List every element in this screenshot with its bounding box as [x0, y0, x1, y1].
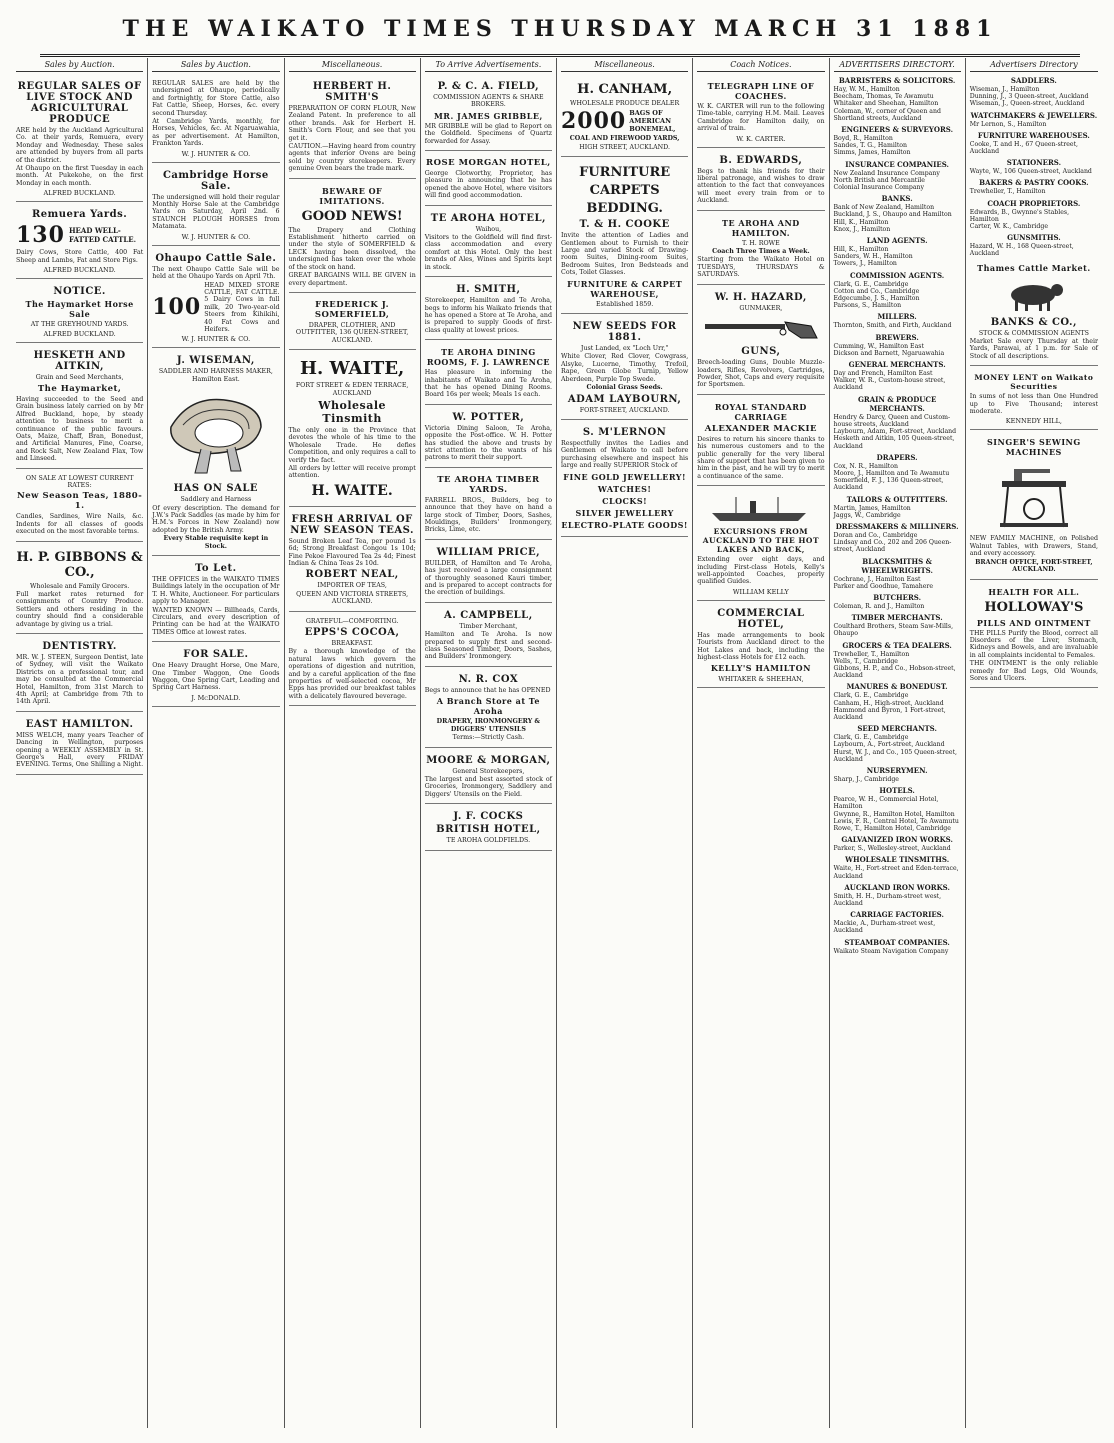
column-header: Coach Notices.	[697, 60, 824, 72]
ad-waite: H. WAITE, FORT STREET & EDEN TERRACE, AUCKLAND Wholesale Tinsmith The only one in the Province that devotes the whole of his time to the Wholesale Trade. He defies Competition, and only requires a call to verify the fact. All orders by letter will receive prompt attention. H. WAITE.	[289, 352, 416, 507]
directory-entry: Parker and Goodhue, Tamahere	[833, 582, 934, 590]
ad-sub: T. & H. COOKE	[579, 219, 670, 231]
directory-heading: DRESSMAKERS & MILLINERS.	[835, 521, 959, 531]
directory-heading: ENGINEERS & SURVEYORS.	[841, 125, 954, 135]
column-header: Sales by Auction.	[152, 60, 279, 72]
directory-list	[834, 76, 961, 955]
ad-heading: A. CAMPBELL,	[444, 609, 533, 621]
ad-heading: New Season Teas, 1880-1.	[16, 491, 143, 512]
ad-heading: H. WAITE,	[299, 358, 405, 380]
ad-heading: B. EDWARDS,	[719, 154, 803, 166]
bag-text: BAGS OF AMERICAN BONEMEAL,	[629, 109, 676, 134]
ad-timber-yards: TE AROHA TIMBER YARDS. FARRELL BROS., Builders, beg to announce that they have on hand a large stock of Timber, Doors, Sashes, Mouldings, Builders' Ironmongery, Bricks, Lime, etc.	[425, 470, 552, 540]
directory-heading: FURNITURE WAREHOUSES.	[977, 130, 1090, 140]
ad-sub2: FURNITURE & CARPET WAREHOUSE,	[567, 278, 683, 299]
ad-signature: J. McDONALD.	[191, 693, 241, 702]
ad-heading: ROYAL STANDARD CARRIAGE	[714, 401, 807, 422]
ad-heading: FREDERICK J. SOMERFIELD,	[314, 299, 390, 320]
directory-entry: Carter, W. K., Cambridge	[969, 223, 1048, 231]
ad-heading: DENTISTRY.	[42, 641, 117, 652]
ad-edwards: B. EDWARDS, Begs to thank his friends for their liberal patronage, and wishes to draw attention to the fact that conveyances will meet every train from or to Auckland.	[697, 150, 824, 211]
ad-gibbons: H. P. GIBBONS & CO., Wholesale and Family Grocers. Full market rates returned for consignments of Country Produce. Settlers and others residing in the country should find a considerable advantage by giving us a trial.	[16, 544, 143, 634]
directory-entry: Wiseman, J., Hamilton	[969, 86, 1040, 93]
directory-entry: Clark, G. E., Cambridge	[833, 734, 909, 742]
column-header: Advertisers Directory	[970, 60, 1098, 72]
directory-entry: Simms, James, Hamilton	[833, 149, 911, 157]
ad-commercial: COMMERCIAL HOTEL, Has made arrangements to book Tourists from Auckland direct to the Hot Lakes and back, including the highest-class Hotels for £12 each. KELLY'S HAMILTON WHITAKER & SHEEHAN,	[697, 603, 824, 689]
ad-remuera: Remuera Yards. 130 HEAD WELL-FATTED CATTLE. Dairy Cows, Store Cattle, 400 Fat Sheep and Lambs, Fat and Store Pigs. ALFRED BUCKLAND.	[16, 204, 143, 279]
ad-regular-sales: REGULAR SALES OF LIVE STOCK AND AGRICULTURAL PRODUCE ARE held by the Auckland Agricultural Co. at their yards, Remuera, every Monday and Wednesday. These sales are attended by buyers from all parts of the district. At Ohaupo on the first Tuesday in each month. At Pukekohe, on the first Monday in each month. ALFRED BUCKLAND.	[16, 76, 143, 202]
directory-entry: Parsons, S., Hamilton	[833, 302, 902, 310]
ad-sub: The Haymarket Horse Sale	[25, 299, 134, 320]
ad-furniture: FURNITURE CARPETS BEDDING. T. & H. COOKE Invite the attention of Ladies and Gentlemen about to Furnish to their Large and varied Stock of Drawing-room Suites, Dining-room Suites, Bedroom Suites, Iron Bedsteads and Cots, Toilet Glasses. FURNITURE & CARPET WAREHOUSE, Established 1859.	[561, 159, 688, 314]
column-2	[148, 58, 284, 1428]
ad-te-aroha-hotel: TE AROHA HOTEL, Waihou, Visitors to the Goldfield will find first-class accommodation and every comfort at this Hotel. Only the best brands of Ales, Wines and Spirits kept in stock.	[425, 208, 552, 277]
ad-heading: HEALTH FOR ALL.	[988, 586, 1080, 597]
directory-heading: AUCKLAND IRON WORKS.	[844, 882, 950, 892]
directory-entry: Sanders, W. H., Hamilton	[833, 253, 913, 261]
column-8	[966, 58, 1102, 1428]
ad-signature: WHITAKER & SHEEHAN,	[718, 675, 804, 684]
ad-signature: W. J. HUNTER & CO.	[181, 232, 251, 241]
ad-signature: W. J. HUNTER & CO.	[181, 335, 251, 344]
ad-signature: W. K. CARTER.	[736, 134, 786, 143]
directory-entry: Canham, H., High-street, Auckland	[833, 699, 944, 707]
directory-entry: Mackie, A., Durham-street west, Auckland	[833, 920, 936, 935]
ad-line-3: CLOCKS!	[602, 495, 648, 506]
ad-sub: Just Landed, ex "Loch Urr,"	[580, 345, 669, 353]
ad-money: MONEY LENT on Waikato Securities In sums of not less than One Hundred up to Five Thousand; interest moderate. KENNEDY HILL,	[970, 368, 1098, 430]
column-5	[557, 58, 693, 1428]
ad-sub: GUNMAKER,	[739, 304, 783, 312]
directory-entry: Sharp, J., Cambridge	[833, 775, 899, 783]
ad-sub2: STOCK & COMMISSION AGENTS	[978, 329, 1089, 337]
directory-entry: Boyd, R., Hamilton	[833, 135, 893, 143]
saddle-illustration	[161, 387, 271, 479]
ad-sub2: TE AROHA GOLDFIELDS.	[446, 837, 531, 845]
ad-line: Established 1859.	[596, 300, 654, 308]
column-1	[12, 58, 148, 1428]
ad-sub: ROBERT NEAL,	[305, 569, 399, 581]
ad-heading: P. & C. A. FIELD,	[437, 81, 540, 92]
directory-heading: LAND AGENTS.	[866, 236, 928, 246]
ad-sub: BRANCH OFFICE, FORT-STREET, AUCKLAND.	[975, 558, 1093, 574]
directory-entry: Laybourn, A., Fort-street, Auckland	[833, 741, 945, 749]
directory-entry: Somerfield, F. J., 136 Queen-street, Auckland	[833, 477, 944, 492]
ad-line-1: FINE GOLD JEWELLERY!	[563, 471, 686, 482]
ad-heading: HERBERT H. SMITH'S	[312, 81, 392, 103]
ad-sub: WHOLESALE PRODUCE DEALER	[570, 100, 680, 107]
directory-entry: Trewheller, T., Hamilton	[833, 650, 910, 658]
directory-entry: Wayte, W., 106 Queen-street, Auckland	[969, 168, 1092, 176]
ad-morgan: ROSE MORGAN HOTEL, George Clotworthy, Proprietor, has pleasure in announcing that he has opened the above Hotel, where visitors will find good accommodation.	[425, 153, 552, 206]
directory-entry: Edwards, B., Gwynne's Stables, Hamilton	[969, 208, 1070, 223]
ad-sig: H. WAITE.	[311, 482, 393, 499]
steamship-illustration	[706, 495, 816, 523]
directory-heading: GRAIN & PRODUCE MERCHANTS.	[857, 394, 937, 413]
ad-heading: To Let.	[195, 563, 237, 574]
directory-entry: Cotton and Co., Cambridge	[833, 287, 920, 295]
ad-carriage: ROYAL STANDARD CARRIAGE ALEXANDER MACKIE Desires to return his sincere thanks to his numerous customers and to the public generally for the very liberal share of support that has been given to him in the past, and he will try to merit a continuance of the same.	[697, 397, 824, 486]
directory-heading: STEAMBOAT COMPANIES.	[844, 937, 950, 947]
ad-telegraph: TELEGRAPH LINE OF COACHES. W. K. CARTER will run to the following Time-table, carrying H.M. Mail. Leaves Cambridge for Hamilton daily, on arrival of train. W. K. CARTER.	[697, 76, 824, 148]
ad-beware: BEWARE OF IMITATIONS. GOOD NEWS! The Drapery and Clothing Establishment hitherto carried on under the style of SOMERFIELD & LECK having been dissolved, the undersigned has taken over the whole of the stock on hand. GREAT BARGAINS WILL BE GIVEN in every department.	[289, 181, 416, 293]
ad-hesketh: HESKETH AND AITKIN, Grain and Seed Merchants, The Haymarket, Having succeeded to the Seed and Grain business lately carried on by Mr Alfred Buckland, hope, by steady attention to business to merit a continuance of the public favours. Oats, Maize, Chaff, Bran, Bonedust, and Artificial Manures, Fine, Coarse, and Rock Salt, New Zealand Flax, Tow and Linseed.	[16, 345, 143, 468]
sewing-machine-illustration	[994, 461, 1074, 531]
directory-entry: Smith, H. H., Durham-street west, Auckland	[833, 892, 942, 908]
directory-entry: Wiseman, J., Queen-street, Auckland	[969, 100, 1085, 108]
ad-heading: REGULAR SALES OF LIVE STOCK AND AGRICULTURAL PRODUCE	[17, 81, 142, 125]
directory-entry: Hill, K., Hamilton	[833, 218, 889, 226]
directory-heading: BUTCHERS.	[873, 592, 922, 602]
directory-heading: COACH PROPRIETORS.	[987, 198, 1081, 208]
ad-heading: NOTICE.	[53, 286, 106, 298]
directory-entry: Clark, G. E., Cambridge	[833, 280, 909, 288]
ad-mclernon: S. M'LERNON Respectfully invites the Ladies and Gentlemen of Waikato to call before purchasing elsewhere and inspect his large and really SUPERIOR Stock of FINE GOLD JEWELLERY! WATCHES! CLOCKS! SILVER JEWELLERY ELECTRO-PLATE GOODS!	[561, 422, 688, 537]
directory-entry: Doran and Co., Cambridge	[833, 531, 918, 539]
ad-sub: KELLY'S HAMILTON	[710, 663, 811, 674]
head-count: 100	[152, 294, 202, 321]
ad-sub: FORT STREET & EDEN TERRACE, AUCKLAND	[295, 382, 409, 397]
bag-count: 2000	[561, 108, 627, 135]
column-header: Sales by Auction.	[16, 60, 143, 72]
directory-heading: WATCHMAKERS & JEWELLERS.	[970, 110, 1098, 120]
directory-heading: TAILORS & OUTFITTERS.	[846, 494, 948, 504]
directory-entry: Day and French, Hamilton East	[833, 370, 933, 378]
directory-entry: Edgecumbe, J. S., Hamilton	[833, 295, 920, 303]
cow-illustration	[999, 277, 1069, 313]
ad-sub: A Branch Store at Te Aroha	[436, 696, 540, 717]
directory-heading: SADDLERS.	[1010, 76, 1057, 85]
ad-thames-cattle: Thames Cattle Market. BANKS & CO., STOCK & COMMISSION AGENTS Market Sale every Thursday at their Yards, Parawai, at 1 p.m. for Sale of Stock of all descriptions.	[970, 258, 1098, 367]
ad-signature: W. J. HUNTER & CO.	[181, 149, 251, 158]
directory-entry: Mr Lernon, S., Hamilton	[969, 120, 1047, 128]
directory-entry: Parker, S., Wellesley-street, Auckland	[833, 845, 951, 853]
directory-entry: Hammond and Byron, 1 Fort-street, Auckland	[833, 706, 946, 721]
ad-price: WILLIAM PRICE, BUILDER, of Hamilton and Te Aroha, has just received a large consignment of thoroughly seasoned Kauri timber, and is prepared to accept contracts for the erection of buildings.	[425, 542, 552, 603]
directory-heading: HOTELS.	[879, 786, 915, 796]
directory-heading: CARRIAGE FACTORIES.	[850, 910, 944, 920]
ad-heading-3: BEDDING.	[586, 201, 663, 217]
ad-heading: Remuera Yards.	[31, 209, 128, 221]
ad-heading: EXCURSIONS FROM AUCKLAND TO THE HOT LAKES AND BACK,	[702, 527, 820, 555]
column-7	[830, 58, 966, 1428]
ad-heading: FOR SALE.	[183, 649, 249, 661]
directory-heading: DRAPERS.	[876, 452, 918, 462]
ad-holloway: HEALTH FOR ALL. HOLLOWAY'S PILLS AND OINTMENT THE PILLS Purify the Blood, correct all Disorders of the Liver, Stomach, Kidneys and Bowels, and are invaluable in all complaints incidental to Females. THE OINTMENT is the only reliable remedy for Bad Legs, Old Wounds, Sores and Ulcers.	[970, 582, 1098, 689]
directory-heading: SEED MERCHANTS.	[857, 724, 937, 734]
ad-heading: TE AROHA AND HAMILTON.	[722, 217, 800, 238]
directory-entry: Coleman, W., corner of Queen and Shortland streets, Auckland	[833, 107, 941, 122]
directory-entry: Trewheller, T., Hamilton	[969, 188, 1046, 196]
ad-ohaupo: Ohaupo Cattle Sale. The next Ohaupo Cattle Sale will be held at the Ohaupo Yards on April 7th. 100 HEAD MIXED STORE CATTLE, FAT CATTLE. 5 Dairy Cows in full milk, 20 Two-year-old Steers from Kihikihi, 40 Fat Cows and Heifers. W. J. HUNTER & CO.	[152, 248, 279, 349]
columns	[12, 58, 1102, 1428]
directory-heading: COMMISSION AGENTS.	[850, 270, 945, 280]
ad-cox: N. R. COX Begs to announce that he has OPENED A Branch Store at Te Aroha DRAPERY, IRONMONGERY & DIGGERS' UTENSILS Terms:—Strictly Cash.	[425, 669, 552, 748]
ad-sub2: DRAPERY, IRONMONGERY & DIGGERS' UTENSILS	[436, 718, 541, 733]
directory-heading: GALVANIZED IRON WORKS.	[841, 835, 953, 845]
ad-to-let: To Let. THE OFFICES in the WAIKATO TIMES Buildings lately in the occupation of Mr T. H. White, Auctioneer. For particulars apply to Manager. WANTED KNOWN — Billheads, Cards, Circulars, and every description of Printing can be had at the WAIKATO TIMES Office at lowest rates.	[152, 558, 279, 642]
ad-sub: BRITISH HOTEL,	[436, 824, 541, 836]
ad-heading: WILLIAM PRICE,	[436, 546, 541, 558]
ad-heading: FURNITURE	[579, 165, 671, 181]
directory-entry: Colonial Insurance Company	[833, 184, 925, 192]
directory-heading: GENERAL MERCHANTS.	[848, 360, 946, 370]
ad-sub: T. H. ROWE	[742, 239, 780, 247]
ad-heading: S. M'LERNON	[582, 426, 667, 438]
ad-signature: ALFRED BUCKLAND.	[43, 189, 116, 198]
ad-line: AT THE GREYHOUND YARDS.	[30, 321, 129, 329]
masthead-title: THE WAIKATO TIMES THURSDAY MARCH 31 1881	[122, 16, 998, 42]
ad-moore: MOORE & MORGAN, General Storekeepers, The largest and best assorted stock of Groceries, Ironmongery, Saddlery and Diggers' Utensils on the Field.	[425, 750, 552, 805]
directory-entry: Lindsay and Co., 202 and 206 Queen-street, Auckland	[833, 539, 952, 554]
directory-entry: Dunning, J., 3 Queen-street, Auckland	[969, 93, 1089, 101]
directory-entry: Cochrane, J., Hamilton East	[833, 575, 921, 583]
ad-heading: Thames Cattle Market.	[977, 262, 1091, 273]
ad-teas: ON SALE AT LOWEST CURRENT RATES: New Season Teas, 1880-1. Candles, Sardines, Wire Nails, &c. Indents for all classes of goods executed on the most favorable terms.	[16, 471, 143, 542]
directory-entry: Gwynne, R., Hamilton Hotel, Hamilton	[833, 810, 955, 818]
directory-entry: Waikato Steam Navigation Company	[833, 947, 949, 955]
column-header: ADVERTISERS DIRECTORY.	[834, 60, 961, 72]
ad-sub: Grain and Seed Merchants,	[35, 374, 124, 382]
ad-heading: ROSE MORGAN HOTEL,	[426, 158, 551, 169]
ad-heading: EAST HAMILTON.	[25, 718, 134, 730]
ad-field: P. & C. A. FIELD, COMMISSION AGENTS & SHARE BROKERS. MR. JAMES GRIBBLE, MR GRIBBLE will be glad to Report on the Goldfield. Specimens of Quartz forwarded for Assay.	[425, 76, 552, 151]
ad-sub2: PILLS AND OINTMENT	[976, 617, 1091, 628]
ad-cocks	[425, 806, 552, 850]
ad-line: GRATEFUL—COMFORTING.	[305, 617, 399, 625]
directory-heading: NURSERYMEN.	[866, 765, 928, 775]
directory-entry: New Zealand Insurance Company	[833, 169, 940, 177]
ad-sub: General Storekeepers,	[452, 767, 525, 775]
ad-canham	[561, 76, 688, 157]
ad-heading: Cambridge Horse Sale.	[162, 169, 269, 192]
directory-entry: Lewis, F. R., Central Hotel, Te Awamutu	[833, 817, 959, 825]
directory-heading: MANURES & BONEDUST.	[846, 682, 948, 692]
directory-entry: Dickson and Barnett, Ngaruawahia	[833, 349, 945, 357]
ad-heading: W. POTTER,	[452, 411, 525, 423]
directory-entry: Coleman, R. and J., Hamilton	[833, 602, 925, 610]
ad-heading: H. P. GIBBONS & CO.,	[16, 549, 143, 580]
directory-entry: Knox, J., Hamilton	[833, 225, 891, 233]
ad-sub: Waihou,	[475, 225, 502, 233]
ad-heading: W. H. HAZARD,	[714, 291, 807, 303]
ad-sub2: COAL AND FIREWOOD YARDS,	[569, 135, 680, 143]
ad-for-sale: FOR SALE. One Heavy Draught Horse, One Mare, One Timber Waggon, One Goods Waggon, One Spring Cart, Leading and Spring Cart Harness. J. McDONALD.	[152, 644, 279, 707]
ad-heading: NEW SEEDS FOR 1881.	[572, 321, 677, 344]
ad-hazard: W. H. HAZARD, GUNMAKER, GUNS, Breech-loading Guns, Double Muzzle-loaders, Rifles, Revolvers, Cartridges, Powder, Shot, Caps and every requisite for Sportsmen.	[697, 287, 824, 395]
ad-heading: Ohaupo Cattle Sale.	[155, 252, 277, 264]
ad-campbell: A. CAMPBELL, Timber Merchant, Hamilton and Te Aroha. Is now prepared to supply first and second-class Seasoned Timber, Doors, Sashes, and Builders' Ironmongery.	[425, 605, 552, 667]
ad-wiseman: J. WISEMAN, SADDLER AND HARNESS MAKER, Hamilton East. HAS ON SALE Saddlery and Harness Of every description. The demand for J.W.'s Pack Saddles (as made by him for H.M.'s Forces in New Zealand) now adopted by the British Army. Every Stable requisite kept in Stock.	[152, 350, 279, 556]
ad-notice	[16, 281, 143, 343]
directory-list-2	[970, 76, 1098, 258]
ad-heading: N. R. COX	[458, 673, 519, 685]
directory-entry: Hazard, W. H., 168 Queen-street, Auckland	[969, 243, 1074, 258]
ad-sub2: MR. JAMES GRIBBLE,	[433, 110, 543, 121]
directory-entry: Cumming, W., Hamilton East	[833, 342, 924, 350]
directory-entry: Sandes, T. G., Hamilton	[833, 142, 908, 150]
masthead	[40, 14, 1080, 57]
ad-heading: TELEGRAPH LINE OF COACHES.	[707, 81, 815, 101]
ad-heading: TE AROHA HOTEL,	[430, 212, 546, 224]
directory-entry: Hay, W. M., Hamilton	[833, 86, 900, 93]
ad-east-hamilton: EAST HAMILTON. MISS WELCH, many years Teacher of Dancing in Wellington, purposes opening a WEEKLY ASSEMBLY in St. George's Hall, every FRIDAY EVENING. Terms, One Shilling a Night.	[16, 714, 143, 775]
directory-entry: Hendry & Darcy, Queen and Custom-house streets, Auckland	[833, 413, 951, 428]
directory-entry: Clark, G. E., Cambridge	[833, 692, 909, 700]
ad-sub: BANKS & CO.,	[990, 316, 1078, 328]
ad-singer: SINGER'S SEWING MACHINES NEW FAMILY MACHINE, on Polished Walnut Tables, with Drawers, Stand, and every accessory. BRANCH OFFICE, FORT-STREET, AUCKLAND.	[970, 432, 1098, 579]
directory-heading: TIMBER MERCHANTS.	[851, 613, 943, 623]
ad-line: HIGH STREET, AUCKLAND.	[579, 143, 670, 151]
ad-sub: HAS ON SALE	[173, 483, 259, 495]
directory-heading: BAKERS & PASTRY COOKS.	[979, 178, 1089, 188]
directory-entry: North British and Mercantile	[833, 176, 925, 184]
directory-entry: Laybourn, Adam, Fort-street, Auckland	[833, 428, 957, 436]
directory-entry: Waite, H., Fort-street and Eden-terrace, Auckland	[833, 865, 959, 880]
directory-entry: Whitaker and Sheehan, Hamilton	[833, 100, 939, 108]
ad-sub2: The Haymarket,	[37, 383, 122, 394]
directory-entry: Buckland, J. S., Ohaupo and Hamilton	[833, 211, 952, 219]
ad-smith: HERBERT H. SMITH'S PREPARATION OF CORN FLOUR, New Zealand Patent. In preference to all other brands. Ask for Herbert H. Smith's Corn Flour, and see that you get it. CAUTION.—Having heard from country agents that inferior Ovens are being sold by country storekeepers. Every genuine Oven bears the trade mark.	[289, 76, 416, 179]
directory-heading: STATIONERS.	[1006, 158, 1062, 168]
directory-heading: WHOLESALE TINSMITHS.	[845, 855, 950, 865]
column-header: To Arrive Advertisements.	[425, 60, 552, 72]
column-3	[285, 58, 421, 1428]
column-6	[693, 58, 829, 1428]
ad-sub: COMMISSION AGENTS & SHARE BROKERS.	[433, 94, 544, 109]
ad-heading: BEWARE OF IMITATIONS.	[319, 185, 385, 206]
ad-signature: KENNEDY HILL,	[1005, 417, 1062, 426]
ad-potter: W. POTTER, Victoria Dining Saloon, Te Aroha, opposite the Post-office. W. H. Potter has studied the above and trusts by strict attention to the wants of his patrons to merit their support.	[425, 407, 552, 468]
column-header: Miscellaneous.	[561, 60, 688, 72]
ad-line-2: WATCHES!	[597, 483, 652, 494]
head-text: HEAD WELL-FATTED CATTLE.	[68, 226, 137, 245]
ad-line: FORT-STREET, AUCKLAND.	[579, 406, 670, 414]
ad-heading: EPPS'S COCOA,	[304, 627, 400, 639]
directory-entry: Cooke, T. and H., 67 Queen-street, Auckland	[969, 140, 1079, 156]
directory-heading: MILLERS.	[877, 312, 917, 322]
gun-illustration	[701, 316, 821, 342]
ad-somerfield: FREDERICK J. SOMERFIELD, DRAPER, CLOTHIER, AND OUTFITTER, 136 QUEEN-STREET, AUCKLAND.	[289, 295, 416, 350]
ad-heading: J. WISEMAN,	[176, 355, 255, 367]
ad-cambridge-horse: Cambridge Horse Sale. The undersigned will hold their regular Monthly Horse Sale at the Cambridge Yards on Saturday, April 2nd. 6 STAUNCH PLOUGH HORSES from Matamata. W. J. HUNTER & CO.	[152, 165, 279, 246]
directory-entry: Pearce, W. H., Commercial Hotel, Hamilton	[833, 796, 939, 811]
ad-fresh-teas: FRESH ARRIVAL OF NEW SEASON TEAS. Sound Broken Leaf Tea, per pound 1s 6d; Strong Breakfast Congou 1s 10d; Fine Pekoe Flavoured Tea 2s 4d; Finest Indian & China Teas 2s 10d. ROBERT NEAL, IMPORTER OF TEAS, QUEEN AND VICTORIA STREETS, AUCKLAND.	[289, 509, 416, 612]
ad-signature: ALFRED BUCKLAND.	[43, 266, 116, 275]
directory-heading: BARRISTERS & SOLICITORS.	[838, 76, 956, 85]
ad-regular-sales-2: REGULAR SALES are held by the undersigned at Ohaupo, periodically and fortnightly, for Store Cattle, also Fat Cattle, Sheep, Horses, &c. every second Thursday. At Cambridge Yards, monthly, for Horses, Vehicles, &c. At Ngaruawahia, as per advertisement. At Hamilton, Frankton Yards. W. J. HUNTER & CO.	[152, 76, 279, 163]
ad-line: Terms:—Strictly Cash.	[452, 734, 525, 742]
ad-sub2: IMPORTER OF TEAS,	[317, 582, 387, 590]
ad-sub2: Colonial Grass Seeds.	[586, 384, 663, 392]
head-count: 130	[16, 222, 65, 249]
ad-heading: SINGER'S SEWING MACHINES	[987, 437, 1081, 458]
ad-seeds: NEW SEEDS FOR 1881. Just Landed, ex "Loch Urr," White Clover, Red Clover, Cowgrass, Alsyke, Lucerne, Timothy, Trefoil, Rape, Green Globe Turnip, Yellow Aberdeen, Purple Top Swede. Colonial Grass Seeds. ADAM LAYBOURN, FORT-STREET, AUCKLAND.	[561, 316, 688, 420]
directory-entry: Moore, J., Hamilton and Te Awamutu	[833, 469, 950, 477]
ad-sig: ADAM LAYBOURN,	[567, 393, 682, 405]
directory-entry: Hurst, W. J., and Co., 105 Queen-street, Auckland	[833, 748, 958, 763]
ad-signature: ALFRED BUCKLAND.	[43, 330, 116, 339]
directory-heading: BANKS.	[881, 194, 913, 204]
ad-dining: TE AROHA DINING ROOMS, F. J. LAWRENCE Has pleasure in informing the inhabitants of Waikato and Te Aroha, that he has opened Dining Rooms. Board 16s per week; Meals 1s each.	[425, 342, 552, 405]
ad-heading: J. F. COCKS	[453, 811, 524, 823]
directory-entry: Rowe, T., Hamilton Hotel, Cambridge	[833, 825, 951, 832]
directory-heading: BLACKSMITHS & WHEELWRIGHTS.	[861, 556, 933, 575]
ad-smith-hotel: H. SMITH, Storekeeper, Hamilton and Te Aroha, begs to inform his Waikato friends that he has opened a Store at Te Aroha, and is prepared to supply Goods of first-class quality at lowest prices.	[425, 279, 552, 340]
directory-heading: GUNSMITHS.	[1007, 233, 1061, 243]
ad-epps: GRATEFUL—COMFORTING. EPPS'S COCOA, BREAKFAST. By a thorough knowledge of the natural laws which govern the operations of digestion and nutrition, and by a careful application of the fine properties of well-selected cocoa, Mr Epps has provided our breakfast tables with a delicately flavoured beverage.	[289, 614, 416, 707]
ad-line: Saddlery and Harness	[180, 496, 252, 504]
directory-entry: Coulthard Brothers, Steam Saw-Mills, Ohaupo	[833, 623, 954, 638]
directory-heading: INSURANCE COMPANIES.	[845, 159, 949, 169]
ad-heading: TE AROHA DINING ROOMS, F. J. LAWRENCE	[426, 347, 550, 368]
ad-sub: GOOD NEWS!	[301, 208, 403, 224]
directory-entry: Thornton, Smith, and Firth, Auckland	[833, 322, 952, 330]
directory-entry: Towers, J., Hamilton	[833, 260, 897, 268]
ad-heading: MOORE & MORGAN,	[426, 754, 551, 766]
ad-sub: BREAKFAST.	[331, 640, 373, 648]
ad-sub: HOLLOWAY'S	[984, 599, 1084, 615]
ad-heading: H. CANHAM,	[577, 82, 673, 97]
directory-entry: Beecham, Thomas, Te Awamutu	[833, 93, 934, 101]
ad-sub: Wholesale and Family Grocers.	[30, 582, 130, 590]
ad-sub: SADDLER AND HARNESS MAKER, Hamilton East.	[158, 368, 273, 383]
ad-heading: TE AROHA TIMBER YARDS.	[437, 474, 540, 495]
ad-line-5: ELECTRO-PLATE GOODS!	[561, 519, 688, 530]
directory-entry: Hesketh and Aitkin, 105 Queen-street, Auckland	[833, 435, 955, 450]
ad-heading-2: CARPETS	[589, 183, 660, 199]
ad-line2: Every Stable requisite kept in Stock.	[163, 535, 269, 550]
ad-sub2: Coach Three Times a Week.	[712, 248, 810, 256]
directory-entry: Bank of New Zealand, Hamilton	[833, 204, 935, 212]
ad-sub: ALEXANDER MACKIE	[704, 423, 817, 434]
directory-entry: Walker, W. R., Custom-house street, Auckland	[833, 377, 946, 392]
ad-excursions: EXCURSIONS FROM AUCKLAND TO THE HOT LAKES AND BACK, Extending over eight days, and including First-class Hotels, Kelly's well-appointed Coaches, properly qualified Guides. WILLIAM KELLY	[697, 488, 824, 601]
ad-line-4: SILVER JEWELLERY	[575, 507, 674, 518]
ad-sub2: Wholesale Tinsmith	[318, 398, 387, 425]
directory-entry: Jaggs, W., Cambridge	[833, 511, 901, 519]
directory-heading: GROCERS & TEA DEALERS.	[842, 640, 952, 650]
ad-heading: HESKETH AND AITKIN,	[33, 350, 126, 373]
ad-signature: WILLIAM KELLY	[732, 587, 789, 596]
ad-heading: FRESH ARRIVAL OF NEW SEASON TEAS.	[290, 513, 415, 536]
directory-entry: Wells, T., Cambridge	[833, 657, 898, 665]
ad-aroha-hamilton: TE AROHA AND HAMILTON. T. H. ROWE Coach Three Times a Week. Starting from the Waikato Hotel on TUESDAYS, THURSDAYS & SATURDAYS.	[697, 213, 824, 285]
directory-entry: Hill, K., Hamilton	[833, 246, 889, 254]
directory-entry: Cox, N. R., Hamilton	[833, 462, 898, 470]
directory-entry: Martin, James, Hamilton	[833, 504, 911, 512]
ad-sub: Timber Merchant,	[459, 622, 518, 630]
directory-heading: BREWERS.	[875, 332, 919, 342]
ad-heading: H. SMITH,	[456, 284, 521, 296]
ad-heading: COMMERCIAL HOTEL,	[717, 607, 805, 630]
ad-dentistry: DENTISTRY. MR. W. J. STEEN, Surgeon Dentist, late of Sydney, will visit the Waikato Districts on a professional tour, and may be consulted at the Commercial Hotel, Hamilton, from 31st March to 4th April; at Cambridge from 7th to 14th April.	[16, 636, 143, 712]
ad-heading: MONEY LENT on Waikato Securities	[974, 373, 1094, 392]
directory-entry: Gibbons, H. P., and Co., Hobson-street, Auckland	[833, 664, 956, 680]
ad-sub2: GUNS,	[741, 346, 781, 358]
column-header: Miscellaneous.	[289, 60, 416, 72]
column-4	[421, 58, 557, 1428]
